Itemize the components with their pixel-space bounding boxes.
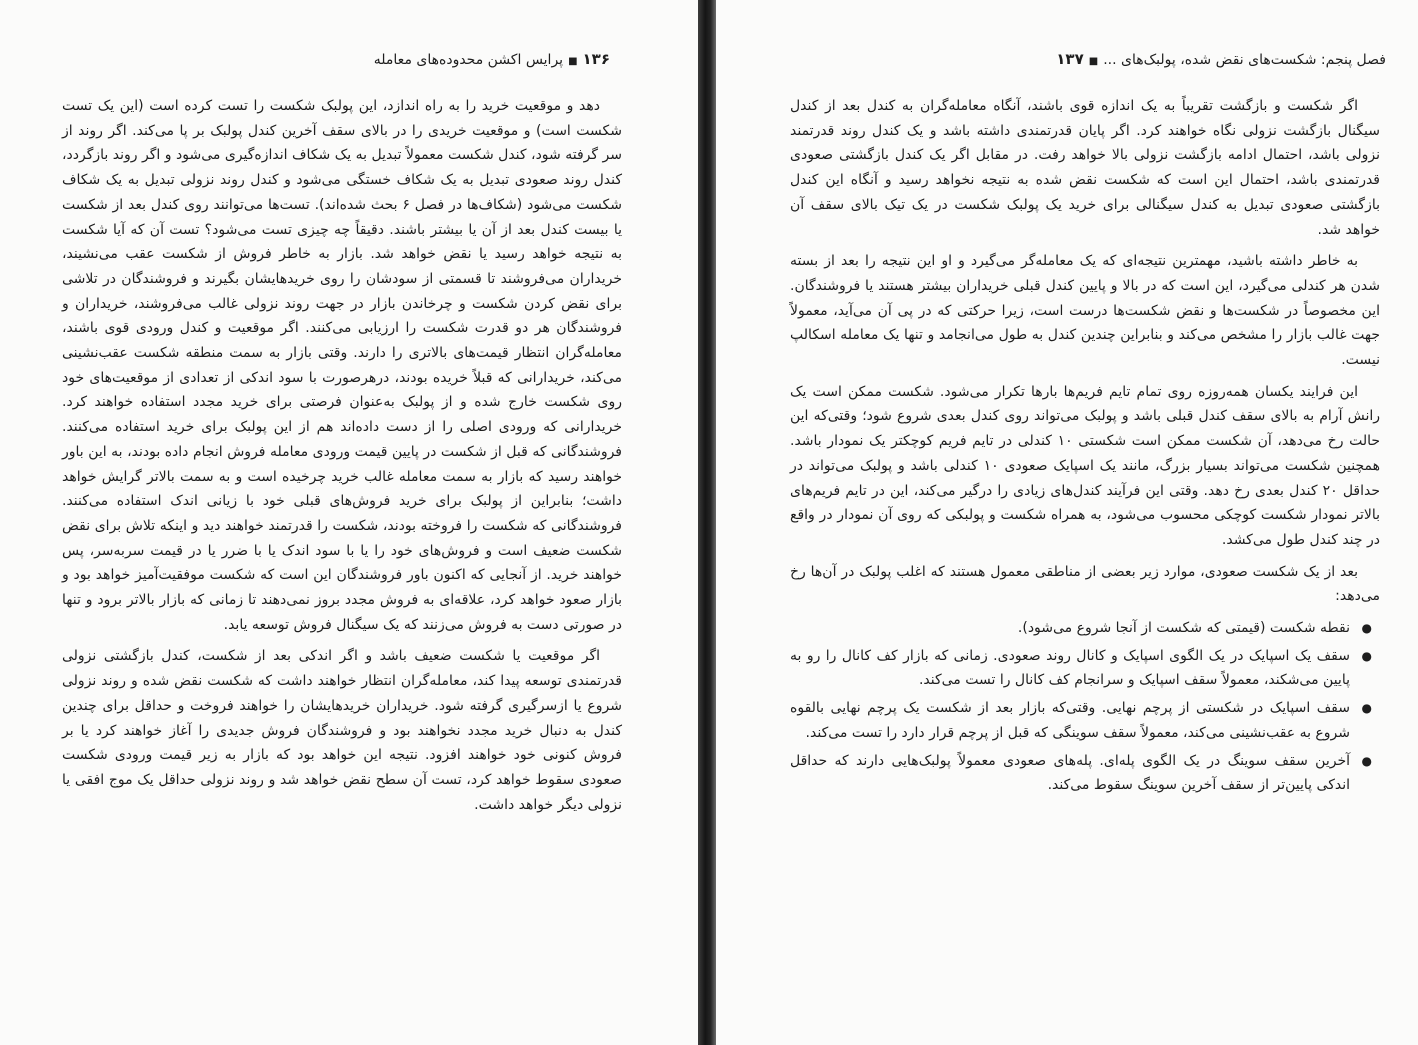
right-running-title: فصل پنجم: شکست‌های نقض شده، پولبک‌های ...	[1103, 52, 1386, 68]
bullet-icon: ●	[1361, 753, 1372, 768]
bullet-icon: ●	[1361, 648, 1372, 663]
list-item-text: سقف یک اسپایک در یک الگوی اسپایک و کانال روند صعودی. زمانی که بازار کف کانال را رو به پایین می‌شکند، معمولاً سقف اسپایک و سرانجام کف کانال را تست می‌کند.	[790, 647, 1350, 689]
right-page-number: ۱۳۷	[1056, 50, 1084, 68]
bullet-icon: ●	[1361, 621, 1372, 636]
left-running-title: پرایس اکشن محدوده‌های معامله	[373, 52, 564, 68]
right-page-header	[786, 50, 1386, 68]
list-item-text: سقف اسپایک در شکستی از پرچم نهایی. وقتی‌که بازار بعد از شکست یک پرچم نهایی بالقوه شروع به عقب‌نشینی می‌کند، معمولاً سقف سوینگی که قبل از پرچم قرار دارد را تست می‌کند.	[790, 700, 1350, 741]
list-item	[790, 696, 1372, 745]
left-paragraph-2: اگر موقعیت یا شکست ضعیف باشد و اگر اندکی بعد از شکست، کندل بازگشتی نزولی قدرتمندی توسعه پیدا کند، معامله‌گران انتظار خواهند داشت که شکست نقض شده و روند نزولی شروع یا ازسرگیری گرفته شود. خریداران خریدهایشان را خواهند فروخت و حداقل برای چندین کندل به دنبال خرید مجدد نخواهند بود و فروشندگان فروش جدیدی را آغاز خواهند کرد یا بر فروش کنونی خود خواهند افزود. نتیجه این خواهد بود که بازار به زیر قیمت ورودی شکست صعودی سقوط خواهد کرد، تست آن سطح نقض خواهد شد و روند نزولی حداقل یک موج افقی یا نزولی دیگر خواهد داشت.	[62, 648, 622, 813]
left-page-number: ۱۳۶	[582, 50, 610, 68]
right-paragraph-4: بعد از یک شکست صعودی، موارد زیر بعضی از مناطقی معمول هستند که اغلب پولبک در آن‌ها رخ می‌دهد:	[790, 563, 1380, 605]
left-page-body	[62, 94, 622, 824]
right-page	[716, 0, 1418, 1045]
right-paragraph-2: به خاطر داشته باشید، مهمترین نتیجه‌ای که یک معامله‌گر می‌گیرد و او این نتیجه را بعد از بسته شدن هر کندلی می‌گیرد، این است که در بالا و پایین کندل قبلی خریداران بیشتر هستند یا فروشندگان. این مخصوصاً در شکست‌ها و نقض شکست‌ها درست است، زیرا حرکتی که در پی آن می‌آید، معمولاً جهت غالب بازار را مشخص می‌کند و بنابراین چندین کندل به طول می‌انجامد و تنها یک معامله اسکالپ نیست.	[790, 253, 1380, 369]
list-item-text: آخرین سقف سوینگ در یک الگوی پله‌ای. پله‌های صعودی معمولاً پولبک‌هایی دارند که حداقل اندکی پایین‌تر از سقف آخرین سوینگ سقوط می‌کند.	[790, 752, 1350, 794]
left-page	[0, 0, 698, 1045]
list-item	[790, 644, 1372, 693]
list-item	[790, 616, 1372, 641]
list-item	[790, 749, 1372, 798]
book-spine	[698, 0, 716, 1045]
left-paragraph-1: دهد و موقعیت خرید را به راه اندازد، این پولبک شکست را تست کرده است (این یک تست شکست است) و موقعیت خریدی را در بالای سقف آخرین کندل پولبک بر پا می‌کند. اگر روند از سر گرفته شود، کندل شکست معمولاً تبدیل به یک شکاف اندازه‌گیری می‌شود و اگر روند بازگردد، کندل روند صعودی تبدیل به یک شکاف خستگی می‌شود و کندل روند نزولی تبدیل به یک شکاف شکست می‌شود (شکاف‌ها در فصل ۶ بحث شده‌اند). تست‌ها می‌توانند روی کندل بعد از شکست یا بیست کندل بعد از آن یا بیشتر باشند. دقیقاً چه چیزی تست می‌شود؟ تست آن که آیا شکست به نتیجه خواهد رسید یا نقض خواهد شد. بازار به خاطر فروش از شکست عقب می‌نشیند، خریداران می‌فروشند تا قسمتی از سودشان را روی خریدهایشان بگیرند و فروشندگان در تلاشی برای نقض کردن شکست و چرخاندن بازار در جهت روند نزولی غالب می‌فروشند، خریداران و فروشندگان هر دو قدرت شکست را ارزیابی می‌کنند. اگر موقعیت و کندل ورودی قوی باشند، معامله‌گران انتظار قیمت‌های بالاتری را دارند. وقتی بازار به سمت منطقه شکست عقب‌نشینی می‌کند، خریدارانی که قبلاً خریده بودند، درهرصورت با سود اندکی از تعدادی از موقعیت‌های خود روی شکست خارج شده و از پولبک به‌عنوان فرصتی برای خرید مجدد استفاده خواهند کرد. خریدارانی که ورودی اصلی را از دست داده‌اند هم از این پولبک برای خرید استفاده می‌کنند. فروشندگانی که قبل از شکست در پایین قیمت ورودی معامله فروش انجام داده بودند، به این باور خواهند رسید که بازار به سمت معامله غالب خرید چرخیده است و به سمت بالاتر گرایش خواهد داشت؛ بنابراین از پولبک برای خرید فروش‌های قبلی خود با زیانی اندک استفاده می‌کنند. فروشندگانی که شکست را فروخته بودند، شکست را قدرتمند خواهند دید و اینکه تلاش برای نقض شکست ضعیف است و فروش‌های خود را یا با سود اندک یا با ضرر یا در قیمت سربه‌سر، پس خواهند خرید. از آنجایی که اکنون باور فروشندگان این است که شکست موفقیت‌آمیز خواهد بود و بازار صعود خواهد کرد، علاقه‌ای به فروش مجدد بروز نمی‌دهند تا زمانی که بازار بالاتر برود و تنها در صورتی دست به فروش می‌زنند که یک سیگنال فروش توسعه یابد.	[62, 98, 622, 633]
bullet-icon: ●	[1361, 701, 1372, 716]
right-paragraph-1: اگر شکست و بازگشت تقریباً به یک اندازه قوی باشند، آنگاه معامله‌گران به کندل بعد از کندل سیگنال بازگشت نزولی نگاه خواهند کرد. اگر پایان قدرتمندی داشته باشد و یک کندل روند قدرتمند نزولی باشد، احتمال ادامه بازگشت نزولی بالا خواهد رفت. در مقابل اگر یک کندل بازگشتی صعودی قدرتمندی باشد، احتمال این است که شکست نقض شده به نتیجه نخواهد رسید و آنگاه این کندل بازگشتی صعودی تبدیل به کندل سیگنالی برای خرید یک پولبک شکست در یک تیک بالای سقف آن خواهد شد.	[790, 98, 1380, 238]
left-header-separator: ■	[568, 56, 578, 67]
pullback-areas-list	[790, 616, 1380, 798]
right-paragraph-3: این فرایند یکسان همه‌روزه روی تمام تایم فریم‌ها بارها تکرار می‌شود. شکست ممکن است یک رانش آرام به بالای سقف کندل قبلی باشد و پولبک می‌تواند روی کندل بعدی شروع شود؛ وقتی‌که این حالت رخ می‌دهد، آن شکست ممکن است شکستی ۱۰ کندلی در تایم فریم کوچکتر یک نمودار باشد. همچنین شکست می‌تواند بسیار بزرگ، مانند یک اسپایک صعودی ۱۰ کندلی باشد و پولبک می‌تواند در حداقل ۲۰ کندل بعدی رخ دهد. وقتی این فرآیند کندل‌های زیادی را درگیر می‌کند، این در تایم فریم‌های بالاتر نمودار شکست کوچکی محسوب می‌شود، به همراه شکست و پولبکی که روی آن نمودار در واقع در چند کندل طول می‌کشد.	[790, 383, 1381, 548]
left-page-header	[0, 50, 610, 68]
list-item-text: نقطه شکست (قیمتی که شکست از آنجا شروع می‌شود).	[1017, 620, 1350, 637]
right-page-body	[790, 94, 1380, 801]
right-header-separator: ■	[1088, 56, 1099, 67]
